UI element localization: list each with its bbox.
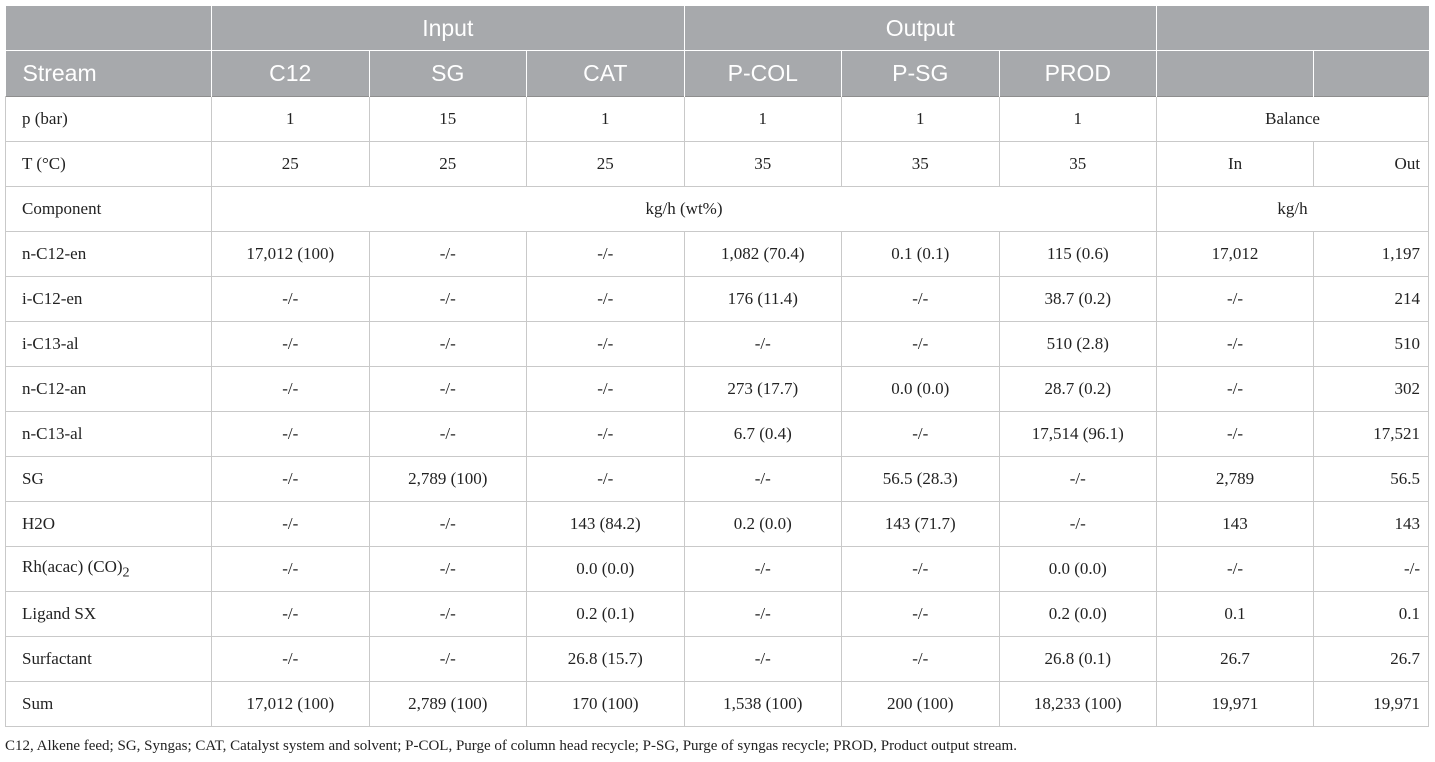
pressure-row (6, 97, 1429, 142)
balance-out-cell: 1,197 (1314, 232, 1429, 277)
table-cell: 143 (84.2) (527, 502, 685, 547)
balance-out-cell: 510 (1314, 322, 1429, 367)
table-cell: 0.0 (0.0) (999, 547, 1157, 592)
output-group-header: Output (684, 6, 1157, 51)
table-cell: -/- (212, 502, 370, 547)
row-label (6, 637, 212, 682)
table-cell: 0.2 (0.0) (999, 592, 1157, 637)
row-label-text: i-C13-al (22, 334, 79, 353)
temperature-row (6, 142, 1429, 187)
table-header (6, 6, 1429, 97)
stream-name-sg: SG (369, 51, 527, 97)
balance-out-cell: 214 (1314, 277, 1429, 322)
row-label-text: n-C12-en (22, 244, 87, 263)
table-cell: 56.5 (28.3) (842, 457, 1000, 502)
header-stream-row (6, 51, 1429, 97)
balance-in-cell: 143 (1157, 502, 1314, 547)
table-row (6, 682, 1429, 727)
table-cell: 0.0 (0.0) (527, 547, 685, 592)
table-cell: 0.2 (0.0) (684, 502, 842, 547)
table-cell: -/- (999, 502, 1157, 547)
table-cell: -/- (527, 232, 685, 277)
table-cell: 28.7 (0.2) (999, 367, 1157, 412)
row-label-text: SG (22, 469, 44, 488)
table-cell: 25 (369, 142, 527, 187)
balance-out-cell: 26.7 (1314, 637, 1429, 682)
table-cell: -/- (212, 457, 370, 502)
table-cell: -/- (684, 547, 842, 592)
balance-out-cell: 302 (1314, 367, 1429, 412)
row-label (6, 367, 212, 412)
table-cell: -/- (369, 412, 527, 457)
table-cell: 26.8 (0.1) (999, 637, 1157, 682)
table-cell: -/- (369, 232, 527, 277)
table-cell: -/- (527, 457, 685, 502)
table-cell: -/- (212, 412, 370, 457)
table-cell: 170 (100) (527, 682, 685, 727)
table-cell: 2,789 (100) (369, 682, 527, 727)
row-label (6, 592, 212, 637)
table-cell: 1 (684, 97, 842, 142)
table-cell: 176 (11.4) (684, 277, 842, 322)
table-cell: 1 (212, 97, 370, 142)
row-label (6, 547, 212, 592)
table-cell: -/- (842, 412, 1000, 457)
table-cell: -/- (212, 322, 370, 367)
row-label-subscript: 2 (122, 564, 130, 581)
table-cell: -/- (369, 277, 527, 322)
row-label (6, 412, 212, 457)
table-cell: 35 (684, 142, 842, 187)
table-cell: 18,233 (100) (999, 682, 1157, 727)
table-cell: -/- (212, 547, 370, 592)
stream-name-prod: PROD (999, 51, 1157, 97)
table-cell: -/- (212, 367, 370, 412)
balance-in-cell: -/- (1157, 367, 1314, 412)
row-label-text: Surfactant (22, 649, 92, 668)
table-cell: -/- (684, 322, 842, 367)
row-label-text: n-C12-an (22, 379, 87, 398)
component-unit-row (6, 187, 1429, 232)
balance-in-label: In (1157, 142, 1314, 187)
mass-balance-table-container (5, 6, 1429, 727)
table-cell: 17,012 (100) (212, 682, 370, 727)
table-cell: -/- (842, 277, 1000, 322)
mass-balance-table (5, 6, 1429, 727)
balance-out-cell: -/- (1314, 547, 1429, 592)
table-cell: 115 (0.6) (999, 232, 1157, 277)
table-cell: -/- (527, 367, 685, 412)
row-label (6, 277, 212, 322)
header-group-row (6, 6, 1429, 51)
stream-name-cat: CAT (527, 51, 685, 97)
table-cell: 0.1 (0.1) (842, 232, 1000, 277)
balance-out-cell: 56.5 (1314, 457, 1429, 502)
table-row (6, 637, 1429, 682)
table-cell: 200 (100) (842, 682, 1000, 727)
table-body (6, 97, 1429, 727)
table-cell: 35 (999, 142, 1157, 187)
table-cell: 15 (369, 97, 527, 142)
header-blank-in (1157, 51, 1314, 97)
table-cell: -/- (369, 502, 527, 547)
balance-label: Balance (1157, 97, 1429, 142)
pressure-label: p (bar) (6, 97, 212, 142)
table-cell: -/- (369, 367, 527, 412)
header-blank-out (1314, 51, 1429, 97)
table-cell: 17,514 (96.1) (999, 412, 1157, 457)
balance-in-cell: 26.7 (1157, 637, 1314, 682)
table-cell: -/- (842, 322, 1000, 367)
row-label (6, 457, 212, 502)
balance-in-cell: -/- (1157, 412, 1314, 457)
table-cell: -/- (527, 412, 685, 457)
balance-out-cell: 19,971 (1314, 682, 1429, 727)
table-cell: 1,082 (70.4) (684, 232, 842, 277)
component-label: Component (6, 187, 212, 232)
table-cell: -/- (212, 637, 370, 682)
table-cell: -/- (527, 322, 685, 367)
input-group-header: Input (212, 6, 685, 51)
row-label (6, 322, 212, 367)
table-row (6, 592, 1429, 637)
table-cell: 35 (842, 142, 1000, 187)
table-footnote: C12, Alkene feed; SG, Syngas; CAT, Catalyst system and solvent; P-COL, Purge of column head recycle; P-SG, Purge of syngas recycle; PROD, Product output stream. (5, 738, 1017, 754)
table-cell: -/- (369, 322, 527, 367)
stream-unit-label: kg/h (wt%) (212, 187, 1157, 232)
table-row (6, 322, 1429, 367)
table-cell: -/- (684, 457, 842, 502)
table-row (6, 457, 1429, 502)
header-blank-cell (6, 6, 212, 51)
balance-in-cell: -/- (1157, 547, 1314, 592)
row-label-text: n-C13-al (22, 424, 83, 443)
table-cell: -/- (369, 547, 527, 592)
stream-name-p-col: P-COL (684, 51, 842, 97)
table-row (6, 547, 1429, 592)
row-label-text: i-C12-en (22, 289, 83, 308)
balance-out-cell: 143 (1314, 502, 1429, 547)
table-cell: 1 (527, 97, 685, 142)
row-label-text: Ligand SX (22, 604, 97, 623)
table-cell: -/- (684, 592, 842, 637)
balance-out-cell: 17,521 (1314, 412, 1429, 457)
table-row (6, 232, 1429, 277)
table-cell: 17,012 (100) (212, 232, 370, 277)
table-row (6, 367, 1429, 412)
balance-in-cell: -/- (1157, 322, 1314, 367)
balance-unit-label: kg/h (1157, 187, 1429, 232)
balance-in-cell: 2,789 (1157, 457, 1314, 502)
table-cell: -/- (527, 277, 685, 322)
row-label (6, 502, 212, 547)
table-cell: 1,538 (100) (684, 682, 842, 727)
table-cell: -/- (999, 457, 1157, 502)
row-label (6, 232, 212, 277)
table-cell: 25 (212, 142, 370, 187)
table-cell: -/- (369, 592, 527, 637)
table-cell: 25 (527, 142, 685, 187)
table-cell: 26.8 (15.7) (527, 637, 685, 682)
table-cell: -/- (212, 277, 370, 322)
table-row (6, 502, 1429, 547)
table-cell: 1 (999, 97, 1157, 142)
table-cell: -/- (842, 592, 1000, 637)
table-cell: 0.2 (0.1) (527, 592, 685, 637)
table-cell: 0.0 (0.0) (842, 367, 1000, 412)
table-cell: 143 (71.7) (842, 502, 1000, 547)
balance-group-header-blank (1157, 6, 1429, 51)
temperature-label: T (°C) (6, 142, 212, 187)
table-row (6, 277, 1429, 322)
table-cell: -/- (369, 637, 527, 682)
table-cell: 6.7 (0.4) (684, 412, 842, 457)
balance-out-cell: 0.1 (1314, 592, 1429, 637)
balance-in-cell: 19,971 (1157, 682, 1314, 727)
table-cell: 510 (2.8) (999, 322, 1157, 367)
row-label (6, 682, 212, 727)
table-cell: 2,789 (100) (369, 457, 527, 502)
balance-in-cell: -/- (1157, 277, 1314, 322)
table-cell: -/- (842, 547, 1000, 592)
row-label-text: H2O (22, 514, 56, 533)
row-label-text: Rh(acac) (CO) (22, 556, 123, 576)
table-cell: 273 (17.7) (684, 367, 842, 412)
table-cell: -/- (684, 637, 842, 682)
balance-in-cell: 0.1 (1157, 592, 1314, 637)
stream-header: Stream (6, 51, 212, 97)
balance-in-cell: 17,012 (1157, 232, 1314, 277)
table-cell: 1 (842, 97, 1000, 142)
table-cell: 38.7 (0.2) (999, 277, 1157, 322)
table-cell: -/- (842, 637, 1000, 682)
row-label-text: Sum (22, 694, 54, 713)
table-cell: -/- (212, 592, 370, 637)
stream-name-c12: C12 (212, 51, 370, 97)
stream-name-p-sg: P-SG (842, 51, 1000, 97)
table-row (6, 412, 1429, 457)
balance-out-label: Out (1314, 142, 1429, 187)
